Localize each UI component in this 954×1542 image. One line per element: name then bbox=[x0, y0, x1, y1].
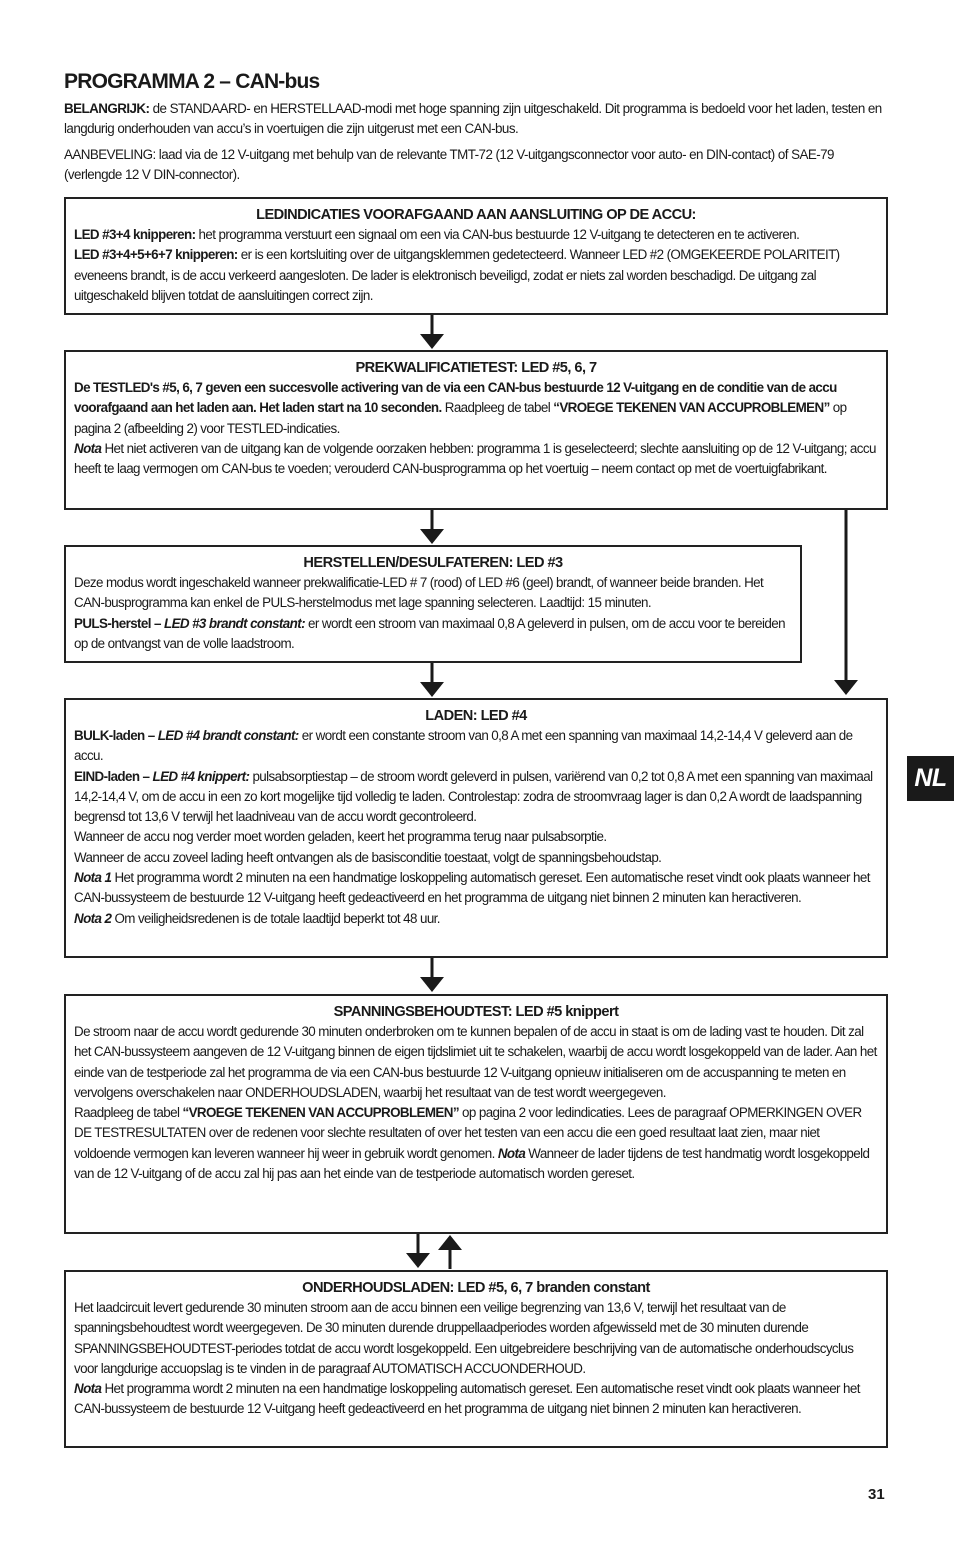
nota-text: Het programma wordt 2 minuten na een handmatige loskoppeling automatisch gereset. Een automatische reset vindt ook plaats wanneer het CAN-bussysteem de bestuurde 12 V-uitgang heeft gedeactiveerd en het programma de uitgang niet binnen 2 minuten kan heractiveren. bbox=[74, 1381, 860, 1417]
mode-label: EIND-laden – bbox=[74, 768, 153, 784]
box-heading: PREKWALIFICATIETEST: LED #5, 6, 7 bbox=[355, 360, 597, 376]
led-status: LED #3 brandt constant: bbox=[163, 615, 305, 631]
box-heading: SPANNINGSBEHOUDTEST: LED #5 knippert bbox=[333, 1004, 619, 1020]
text: er wordt een constante stroom van 0,8 A met een spanning van maximaal 14,2-14,4 V geleverd aan de accu. bbox=[74, 728, 853, 764]
nota-text: Wanneer de lader tijdens de test handmatig wordt losgekoppeld van de 12 V-uitgang of de accu zal hij pas aan het einde van de testperiode automatisch worden gereset. bbox=[74, 1145, 870, 1182]
text: Deze modus wordt ingeschakeld wanneer prekwalificatie-LED # 7 (rood) of LED #6 (geel) brandt, of wanneer beide branden. Het CAN-busprogramma kan enkel de PULS-herstelmodus met lage spanning selecteren. Laadtijd: 15 minuten. bbox=[74, 575, 764, 611]
text: Het laadcircuit levert gedurende 30 minuten stroom aan de accu binnen een veilige begrenzing van 13,6 V, terwijl het resultaat van de spanningsbehoudtest wordt weergegeven. De 30 minuten durende druppellaadperiodes worden afgewisseld met de 30 minuten durende SPANNINGSBEHOUDTEST-periodes totdat de accu wordt losgekoppeld. Een uitgebreidere beschrijving van de automatische onderhoudscyclus voor langdurige accuopslag is te vinden in de paragraaf AUTOMATISCH ACCUONDERHOUD. bbox=[74, 1300, 854, 1376]
nota-label: Nota 1 bbox=[74, 870, 112, 886]
text: Raadpleeg de tabel bbox=[441, 400, 554, 416]
box-heading: ONDERHOUDSLADEN: LED #5, 6, 7 branden constant bbox=[302, 1280, 650, 1296]
arrow-down-icon bbox=[420, 315, 444, 349]
nota-label: Nota 2 bbox=[74, 910, 112, 926]
arrow-down-icon bbox=[420, 663, 444, 697]
led-status: LED #4 knippert: bbox=[152, 768, 250, 784]
nota-label: Nota bbox=[74, 1381, 102, 1397]
text: Wanneer de accu nog verder moet worden geladen, keert het programma terug naar pulsabsorptie. bbox=[74, 829, 607, 845]
led-label: LED #3+4+5+6+7 knipperen: bbox=[74, 247, 238, 263]
text: Wanneer de accu zoveel lading heeft ontvangen als de basisconditie toestaat, volgt de spanningsbehoudstap. bbox=[74, 849, 662, 865]
led-status: LED #4 brandt constant: bbox=[157, 728, 299, 743]
page-number: 31 bbox=[868, 1486, 885, 1503]
mode-label: BULK-laden – bbox=[74, 728, 158, 743]
nota-text: Het niet activeren van de uitgang kan de volgende oorzaken hebben: programma 1 is geselecteerd; slechte aansluiting op de 12 V-uitgang; accu heeft te laag vermogen om CAN-bus te voeden; verouderd CAN-busprogramma op het voertuig – neem contact op met de voertuigfabrikant. bbox=[74, 440, 876, 477]
text: op pagina 2 (afbeelding 2) voor TESTLED-indicaties. bbox=[74, 400, 847, 436]
led-text: er is een kortsluiting over de uitgangsklemmen gedetecteerd. Wanneer LED #2 (OMGEKEERDE POLARITEIT) eveneens brandt, is de accu verkeerd aangesloten. De lader is elektronisch beveiligd, zodat er niets zal worden beschadigd. De uitgang zal uitgeschakeld blijven totdat de aansluitingen correct zijn. bbox=[74, 247, 840, 303]
intro-recommendation: AANBEVELING: laad via de 12 V-uitgang met behulp van de relevante TMT-72 (12 V-uitgangsconnector voor auto- en DIN-contact) of SAE-79 (verlengde 12 V DIN-connector). bbox=[64, 147, 834, 182]
important-label: BELANGRIJK: bbox=[64, 101, 150, 116]
mode-label: PULS-herstel – bbox=[74, 615, 164, 631]
arrow-up-icon bbox=[438, 1235, 462, 1269]
arrow-down-icon bbox=[420, 510, 444, 544]
nota-text: Om veiligheidsredenen is de totale laadtijd beperkt tot 48 uur. bbox=[111, 910, 440, 926]
nota-text: Het programma wordt 2 minuten na een handmatige loskoppeling automatisch gereset. Een automatische reset vindt ook plaats wanneer het CAN-bussysteem de bestuurde 12 V-uitgang heeft gedeactiveerd en het programma de uitgang niet binnen 2 minuten kan heractiveren. bbox=[74, 870, 870, 906]
page-title: PROGRAMMA 2 – CAN-bus bbox=[64, 70, 320, 93]
table-reference: “VROEGE TEKENEN VAN ACCUPROBLEMEN” bbox=[553, 400, 830, 416]
text: De stroom naar de accu wordt gedurende 30 minuten onderbroken om te kunnen bepalen of de accu in staat is om de lading vast te houden. Dit zal het CAN-bussysteem aangeven de 12 V-uitgang binnen de eigen tijdslimiet uit te schakelen, waarbij de accu wordt losgekoppeld van de lader. Aan het einde van de testperiode zal het programma de via een CAN-bus bestuurde 12 V-uitgang opnieuw initialiseren om de accuspanning te meten en vervolgens overschakelen naar ONDERHOUDSLADEN, waarbij het resultaat van de test wordt weergegeven. bbox=[74, 1024, 877, 1100]
nota-label: Nota bbox=[74, 440, 102, 456]
text: er wordt een stroom van maximaal 0,8 A geleverd in pulsen, om de accu voor te bereiden op de ontvangst van de volle laadstroom. bbox=[74, 615, 785, 651]
text: pulsabsorptiestap – de stroom wordt geleverd in pulsen, variërend van 0,2 tot 0,8 A met een spanning van maximaal 14,2-14,4 V, om de accu in een zo kort mogelijke tijd volledig te laden. Controlestap: zodra de stroomvraag lager is dan 0,2 A wordt de laadspanning begrensd tot 13,6 V terwijl het laadniveau van de accu wordt gecontroleerd. bbox=[74, 768, 873, 825]
text: Raadpleeg de tabel bbox=[74, 1105, 183, 1121]
box-heading: LEDINDICATIES VOORAFGAAND AAN AANSLUITING OP DE ACCU: bbox=[256, 207, 696, 223]
important-text: de STANDAARD- en HERSTELLAAD-modi met hoge spanning zijn uitgeschakeld. Dit programma is bedoeld voor het laden, testen en langdurig onderhouden van accu’s in voertuigen die zijn uitgerust met een CAN-bus. bbox=[64, 101, 882, 136]
language-tab: NL bbox=[907, 756, 954, 801]
bold-text: De TESTLED's #5, 6, 7 geven een succesvolle activering van de via een CAN-bus bestuurde 12 V-uitgang en de conditie van de accu voorafgaand aan het laden aan. Het laden start na 10 seconden. bbox=[74, 380, 837, 416]
text: op pagina 2 voor ledindicaties. Lees de paragraaf OPMERKINGEN OVER DE TESTRESULTATEN over de redenen voor slechte resultaten of over het testen van een accu die een goed resultaat laat zien, maar niet voldoende vermogen kan leveren wanneer hij weer in gebruik wordt genomen. bbox=[74, 1105, 862, 1161]
nota-label: Nota bbox=[497, 1145, 526, 1161]
arrow-down-icon bbox=[406, 1234, 430, 1268]
led-text: het programma verstuurt een signaal om een via CAN-bus bestuurde 12 V-uitgang te detecteren en te activeren. bbox=[195, 227, 800, 242]
box-heading: LADEN: LED #4 bbox=[425, 708, 527, 724]
bypass-arrow-icon bbox=[834, 510, 858, 695]
led-label: LED #3+4 knipperen: bbox=[74, 227, 196, 242]
box-heading: HERSTELLEN/DESULFATEREN: LED #3 bbox=[303, 555, 563, 571]
arrow-down-icon bbox=[420, 958, 444, 992]
table-reference: “VROEGE TEKENEN VAN ACCUPROBLEMEN” bbox=[182, 1105, 459, 1121]
